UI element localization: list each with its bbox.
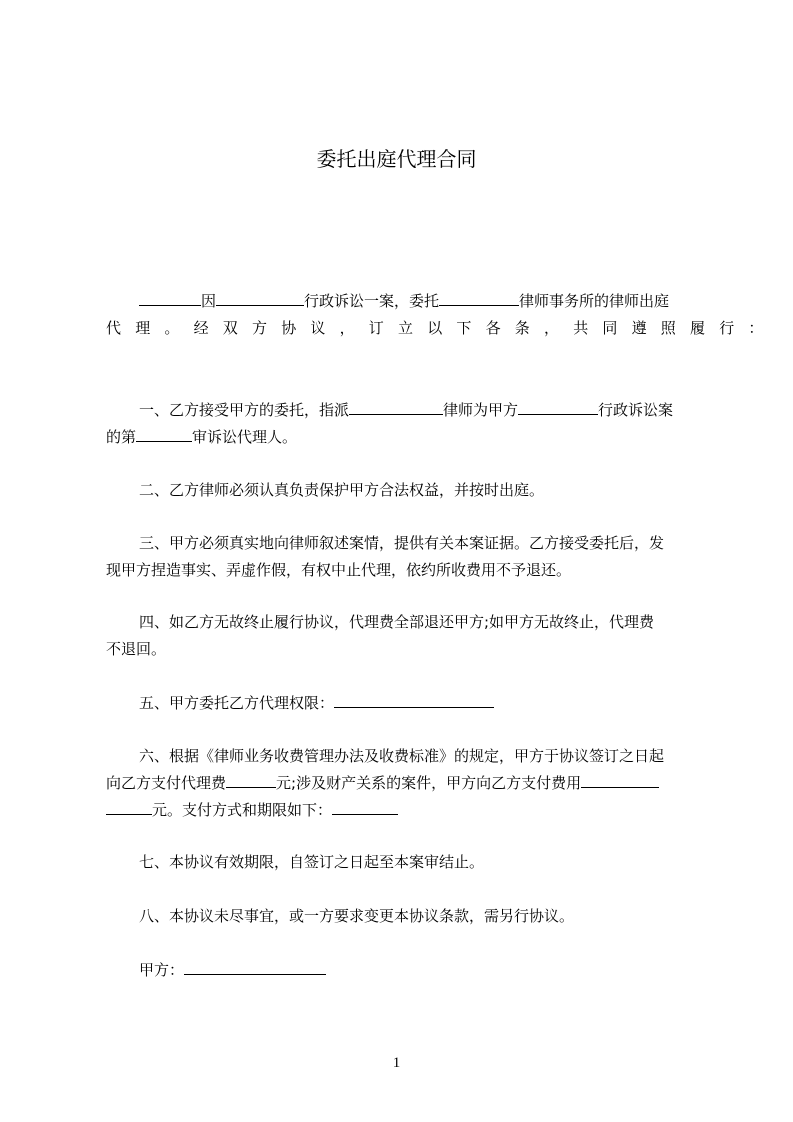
intro-text-2: 行政诉讼一案，委托 (304, 292, 440, 310)
clause-6-line-2 (106, 773, 659, 793)
blank-party-a (184, 960, 326, 975)
clause-3-line-1: 三、甲方必须真实地向律师叙述案情，提供有关本案证据。乙方接受委托后，发 (139, 534, 665, 552)
clause-6-line-1: 六、根据《律师业务收费管理办法及收费标准》的规定，甲方于协议签订之日起 (139, 747, 665, 765)
intro-text-3: 律师事务所的律师出庭 (519, 292, 670, 310)
clause-4-line-2: 不退回。 (106, 640, 167, 658)
clause-6-line-3 (106, 800, 398, 820)
blank-case-name (518, 400, 598, 415)
blank-instance (136, 427, 192, 442)
intro-line-2: 代理。经双方协议，订立以下各条，共同遵照履行： (106, 319, 778, 337)
intro-line-1 (139, 291, 669, 311)
blank-party (139, 291, 201, 306)
clause-3-line-2: 现甲方捏造事实、弄虚作假，有权中止代理，依约所收费用不予退还。 (106, 561, 572, 579)
blank-payment-terms (332, 800, 398, 815)
clause-1-line-1 (139, 400, 673, 420)
page-number: 1 (392, 1055, 401, 1071)
party-a-label: 甲方： (139, 961, 185, 979)
clause-1-text-a: 一、乙方接受甲方的委托，指派 (139, 401, 350, 419)
blank-property-fee (581, 773, 659, 788)
clause-6-text-c: 元。支付方式和期限如下： (152, 801, 333, 819)
intro-text-1: 因 (201, 292, 217, 310)
clause-2: 二、乙方律师必须认真负责保护甲方合法权益，并按时出庭。 (139, 481, 545, 499)
party-a-line (139, 960, 326, 980)
blank-opponent (216, 291, 304, 306)
clause-1-text-e: 审诉讼代理人。 (192, 428, 298, 446)
document-title: 委托出庭代理合同 (316, 147, 477, 171)
clause-6-text-a: 向乙方支付代理费 (106, 774, 227, 792)
clause-7: 七、本协议有效期限，自签订之日起至本案审结止。 (139, 853, 485, 871)
blank-law-firm (439, 291, 519, 306)
clause-5 (139, 693, 494, 713)
blank-property-fee-cont (106, 800, 152, 815)
clause-5-text: 五、甲方委托乙方代理权限： (139, 694, 335, 712)
clause-1-text-b: 律师为甲方 (443, 401, 519, 419)
clause-1-line-2 (106, 427, 297, 447)
clause-6-text-b: 元;涉及财产关系的案件，甲方向乙方支付费用 (276, 774, 582, 792)
clause-1-text-c: 行政诉讼案 (598, 401, 674, 419)
blank-authority (334, 693, 494, 708)
blank-lawyer-name (349, 400, 443, 415)
clause-8: 八、本协议未尽事宜，或一方要求变更本协议条款，需另行协议。 (139, 907, 575, 925)
clause-1-text-d: 的第 (106, 428, 137, 446)
clause-4-line-1: 四、如乙方无故终止履行协议，代理费全部退还甲方;如甲方无故终止，代理费 (139, 613, 655, 631)
blank-agency-fee (226, 773, 276, 788)
